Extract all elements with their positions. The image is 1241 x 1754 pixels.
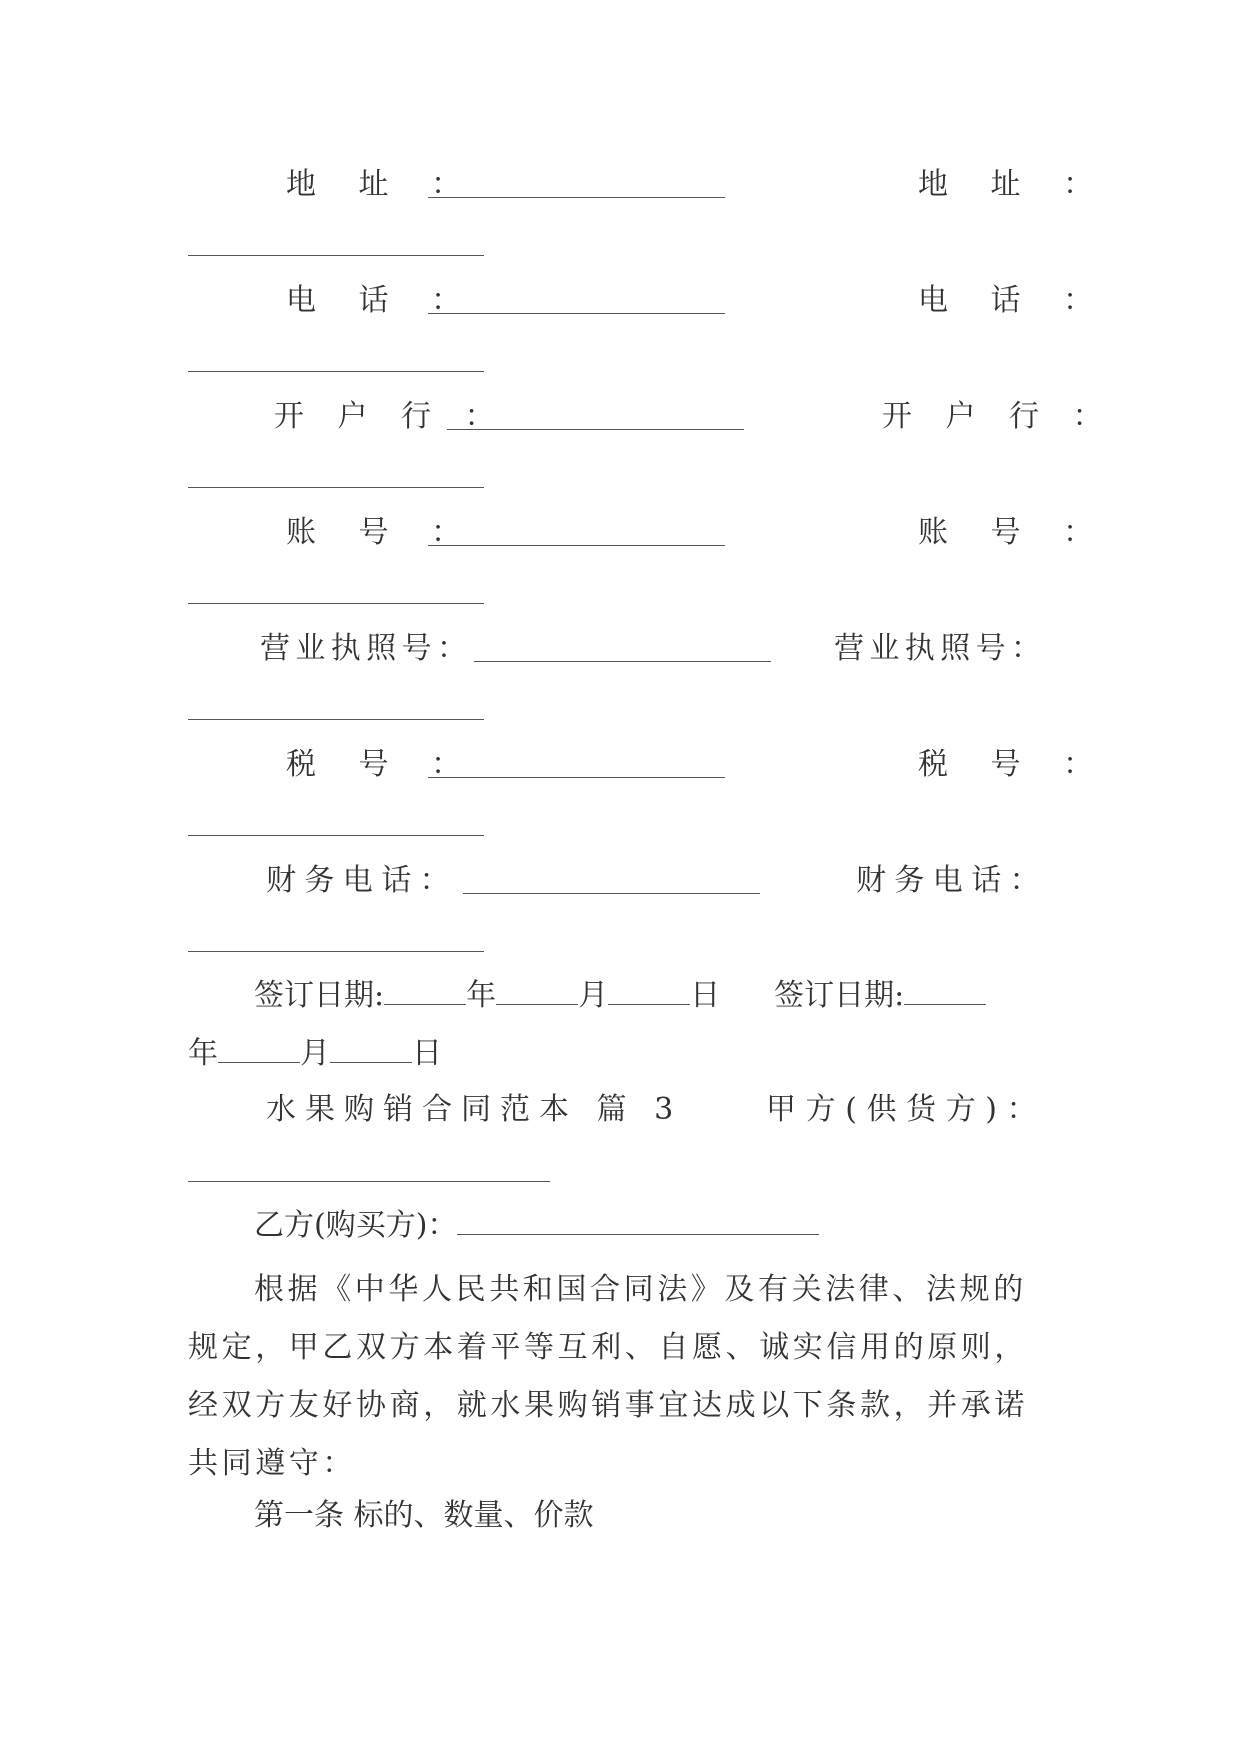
party-b-address-label: 地 址 ： xyxy=(918,167,1110,202)
party-a-bank-blank xyxy=(447,429,744,430)
signing-date-line-1 xyxy=(254,976,986,1016)
party-b-license-label: 营业执照号： xyxy=(834,631,1047,666)
party-a-tax-label: 税 号 ： xyxy=(286,747,478,782)
year-label-2: 年 xyxy=(188,1036,218,1071)
signing-date-line-2 xyxy=(188,1034,442,1074)
party-a-tax-blank xyxy=(428,777,725,778)
signing-date-label-2: 签订日期: xyxy=(774,978,905,1013)
body-paragraph: 根据《中华人民共和国合同法》及有关法律、法规的规定，甲乙双方本着平等互利、自愿、诚实信用的原则，经双方友好协商，就水果购销事宜达成以下条款，并承诺共同遵守： xyxy=(188,1272,1028,1481)
party-b-name-blank xyxy=(457,1206,819,1235)
year-blank-2 xyxy=(904,976,986,1005)
party-b-address-blank xyxy=(188,255,484,256)
party-a-finance-phone-blank xyxy=(463,893,760,894)
party-a-license-label: 营业执照号： xyxy=(260,631,473,666)
party-a-phone-label: 电 话 ： xyxy=(286,283,478,318)
section-heading: 水果购销合同范本 篇 3 xyxy=(266,1092,683,1127)
party-a-name-blank xyxy=(188,1181,550,1182)
month-blank xyxy=(496,976,578,1005)
party-b-bank-blank xyxy=(188,487,484,488)
year-label: 年 xyxy=(466,978,497,1013)
day-label: 日 xyxy=(690,978,721,1013)
party-b-line xyxy=(254,1206,819,1246)
phone-row xyxy=(0,281,1241,397)
day-blank xyxy=(608,976,690,1005)
bank-row xyxy=(0,397,1241,513)
party-a-label: 甲方(供货方)： xyxy=(766,1092,1047,1127)
month-blank-2 xyxy=(218,1034,300,1063)
party-b-finance-phone-blank xyxy=(188,951,484,952)
party-a-address-blank xyxy=(428,197,725,198)
tax-row xyxy=(0,745,1241,861)
party-b-account-label: 账 号 ： xyxy=(918,515,1110,550)
party-b-tax-blank xyxy=(188,835,484,836)
finance-phone-row xyxy=(0,861,1241,977)
day-label-2: 日 xyxy=(412,1036,442,1071)
article-1-title: 第一条 标的、数量、价款 xyxy=(254,1498,594,1533)
party-a-address-label: 地 址 ： xyxy=(286,167,478,202)
signing-date-label: 签订日期: xyxy=(254,978,385,1013)
party-a-finance-phone-label: 财务电话： xyxy=(266,863,458,898)
party-b-tax-label: 税 号 ： xyxy=(918,747,1110,782)
party-b-phone-blank xyxy=(188,371,484,372)
party-b-phone-label: 电 话 ： xyxy=(918,283,1110,318)
party-b-bank-label: 开 户 行 ： xyxy=(882,399,1115,434)
party-b-label: 乙方(购买方)： xyxy=(254,1208,458,1243)
month-label: 月 xyxy=(578,978,609,1013)
party-b-license-blank xyxy=(188,719,484,720)
party-b-account-blank xyxy=(188,603,484,604)
address-row xyxy=(0,165,1241,281)
party-a-account-label: 账 号 ： xyxy=(286,515,478,550)
license-row xyxy=(0,629,1241,745)
party-a-account-blank xyxy=(428,545,725,546)
account-row xyxy=(0,513,1241,629)
month-label-2: 月 xyxy=(300,1036,330,1071)
party-a-license-blank xyxy=(474,661,771,662)
party-a-bank-label: 开 户 行 ： xyxy=(274,399,507,434)
day-blank-2 xyxy=(330,1034,412,1063)
year-blank xyxy=(384,976,466,1005)
party-b-finance-phone-label: 财务电话： xyxy=(856,863,1048,898)
party-a-phone-blank xyxy=(428,313,725,314)
